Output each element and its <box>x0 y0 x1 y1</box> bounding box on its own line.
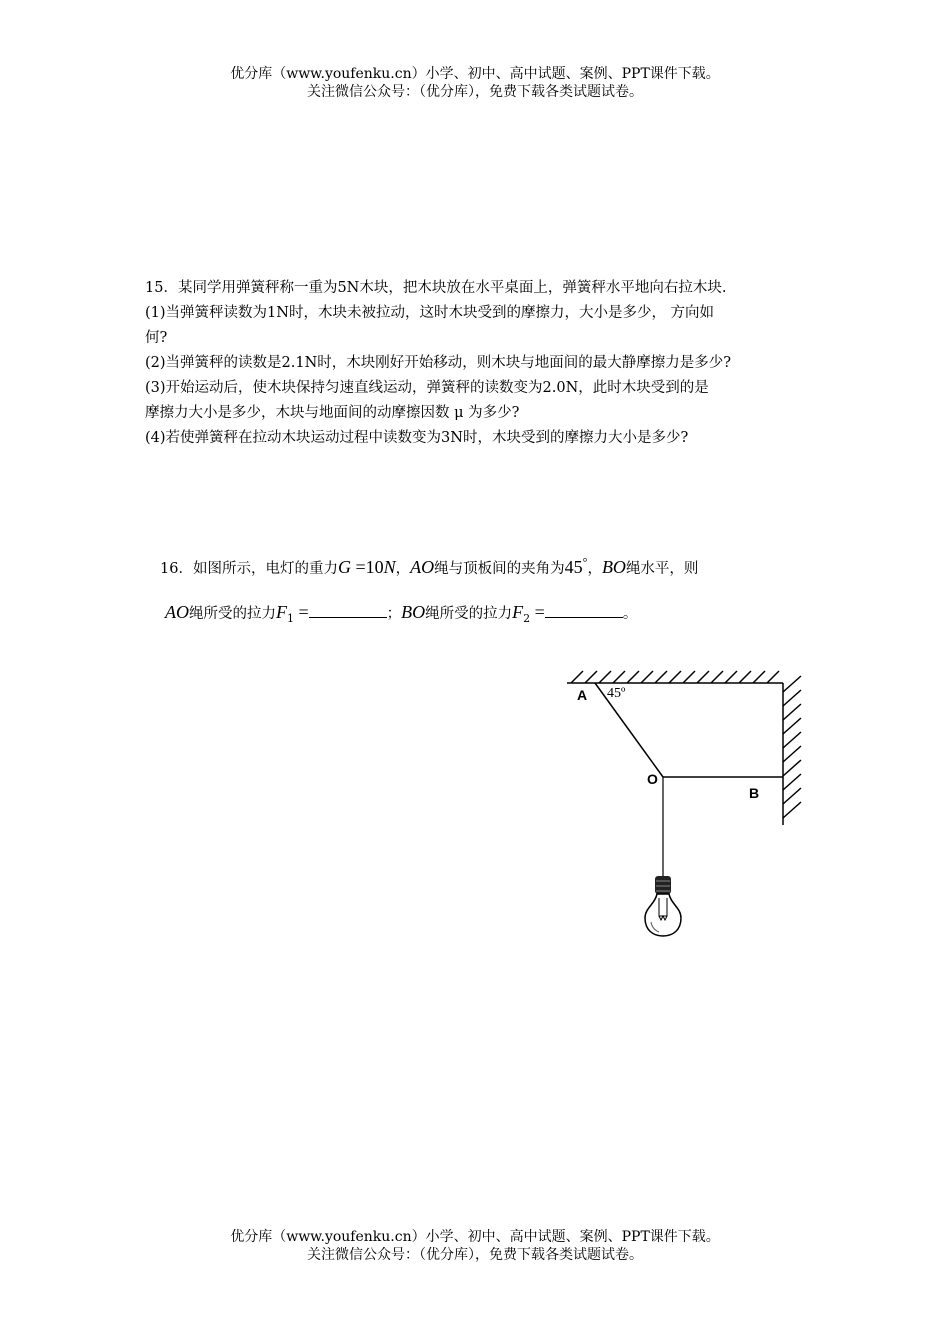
equals-sign: = <box>294 602 309 622</box>
eq-value: =10 <box>350 557 384 577</box>
q16-text: 绳所受的拉力 <box>189 606 276 622</box>
q15-part-4: (4)若使弹簧秤在拉动木块运动过程中读数变为3N时，木块受到的摩擦力大小是多少? <box>145 430 689 446</box>
q16-text: 绳与顶板间的夹角为 <box>434 561 565 577</box>
page-header <box>0 65 950 101</box>
q16-text: 绳所受的拉力 <box>425 606 513 622</box>
force-diagram <box>555 660 815 945</box>
subscript-2: 2 <box>523 611 531 625</box>
var-BO: BO <box>601 557 626 577</box>
q16-text: 。 <box>622 606 638 622</box>
question-15 <box>145 276 815 451</box>
q16-text: ， <box>587 561 602 577</box>
angle-value <box>565 557 588 577</box>
wall <box>783 676 801 825</box>
label-A: A <box>577 687 588 703</box>
angle-number: 45 <box>564 557 583 577</box>
var-AO: AO <box>165 602 189 622</box>
footer-line-1: 优分库（www.youfenku.cn）小学、初中、高中试题、案例、PPT课件下载。 <box>230 1229 720 1245</box>
var-BO: BO <box>401 602 426 622</box>
light-bulb-icon <box>645 876 681 936</box>
footer-line-2: 关注微信公众号：（优分库），免费下载各类试题试卷。 <box>307 1247 643 1263</box>
subscript-1: 1 <box>287 611 294 625</box>
header-line-1: 优分库（www.youfenku.cn）小学、初中、高中试题、案例、PPT课件下载。 <box>230 66 720 82</box>
q15-part-3: (3)开始运动后，使木块保持匀速直线运动，弹簧秤的读数变为2.0N，此时木块受到的是 <box>145 380 709 396</box>
q15-part-2: (2)当弹簧秤的读数是2.1N时，木块刚好开始移动，则木块与地面间的最大静摩擦力是多少? <box>145 355 732 371</box>
ceiling <box>567 671 783 683</box>
answer-blank-1[interactable] <box>309 603 387 618</box>
label-angle: 45º <box>607 686 626 701</box>
q15-part-3-cont: 摩擦力大小是多少，木块与地面间的动摩擦因数 μ 为多少? <box>145 405 520 421</box>
q15-part-1-cont: 何? <box>145 330 168 346</box>
q16-line-1 <box>160 555 698 578</box>
page-footer <box>0 1228 950 1264</box>
rope-AO <box>595 683 663 777</box>
label-B: B <box>749 785 760 801</box>
var-F2: F <box>512 602 524 622</box>
equals-sign: = <box>530 602 545 622</box>
var-G: G <box>337 557 351 577</box>
header-line-2: 关注微信公众号：（优分库），免费下载各类试题试卷。 <box>307 84 643 100</box>
var-AO: AO <box>410 557 435 577</box>
q16-text: ， <box>395 561 411 577</box>
unit-N: N <box>383 557 396 577</box>
q16-text: 绳水平，则 <box>625 561 699 577</box>
degree-symbol: ° <box>582 555 588 569</box>
q16-line-2 <box>165 602 637 625</box>
q16-text: ； <box>386 606 402 622</box>
answer-blank-2[interactable] <box>545 603 623 618</box>
q15-part-1: (1)当弹簧秤读数为1N时，木块未被拉动，这时木块受到的摩擦力，大小是多少， 方向如 <box>145 305 715 321</box>
label-O: O <box>647 771 658 787</box>
q15-stem: 15．某同学用弹簧秤称一重为5N木块，把木块放在水平桌面上，弹簧秤水平地向右拉木块. <box>145 280 727 296</box>
var-F1: F <box>276 602 287 622</box>
q16-text: 16．如图所示，电灯的重力 <box>160 561 338 577</box>
